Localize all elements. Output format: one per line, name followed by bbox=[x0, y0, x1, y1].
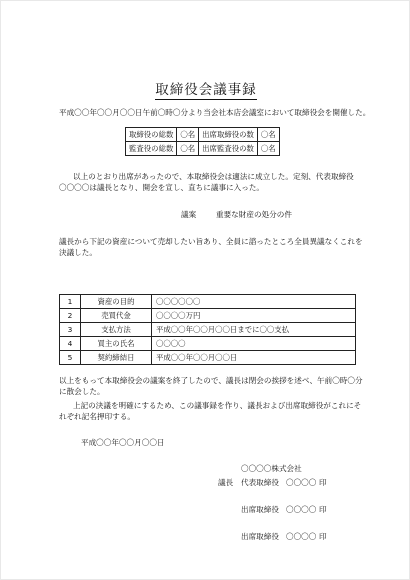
attendance-cell: 〇名 bbox=[257, 128, 279, 142]
table-row bbox=[60, 295, 356, 309]
item-label: 買主の氏名 bbox=[81, 337, 152, 351]
item-number: 4 bbox=[60, 337, 81, 351]
attendance-cell: 出席取締役の数 bbox=[199, 128, 258, 142]
signature-role: 出席取締役 bbox=[241, 505, 279, 514]
table-row bbox=[60, 309, 356, 323]
item-number: 3 bbox=[60, 323, 81, 337]
attendance-row-auditors bbox=[126, 142, 280, 156]
company-name: 〇〇〇〇株式会社 bbox=[241, 464, 302, 473]
record-line-1: 上記の決議を明確にするため、この議事録を作り、議長および出席取締役がこれにそ bbox=[73, 401, 362, 410]
record-line-2: れぞれ記名押印する。 bbox=[59, 412, 135, 421]
resolution-line-1: 議長から下記の資産について売却したい旨あり、全員に諮ったところ全員異議なくこれを bbox=[59, 237, 363, 246]
closing-line-1: 以上をもって本取締役会の議案を終了したので、議長は閉会の挨拶を述べ、午前〇時〇分 bbox=[59, 376, 363, 385]
item-label: 契約締結日 bbox=[81, 351, 152, 365]
item-value: 〇〇〇〇万円 bbox=[152, 309, 356, 323]
seal-mark: 印 bbox=[319, 532, 327, 541]
item-value: 〇〇〇〇 bbox=[152, 337, 356, 351]
quorum-line-2: 〇〇〇〇は議長となり、開会を宣し、直ちに議事に入った。 bbox=[59, 183, 265, 192]
table-row bbox=[60, 337, 356, 351]
attendance-row-directors bbox=[126, 128, 280, 142]
attendance-cell: 〇名 bbox=[177, 128, 199, 142]
asset-items-table bbox=[59, 294, 356, 365]
signature-prefix: 議長 bbox=[218, 478, 234, 487]
table-row bbox=[60, 323, 356, 337]
quorum-line-1: 以上のとおり出席があったので、本取締役会は適法に成立した。定刻、代表取締役 bbox=[73, 172, 354, 181]
signature-name: 〇〇〇〇 bbox=[286, 478, 317, 487]
item-label: 売買代金 bbox=[81, 309, 152, 323]
signature-name: 〇〇〇〇 bbox=[286, 505, 317, 514]
resolution-line-2: 決議した。 bbox=[59, 248, 97, 257]
attendance-cell: 出席監査役の数 bbox=[199, 142, 258, 156]
attendance-cell: 取締役の総数 bbox=[126, 128, 177, 142]
closing-line-2: に散会した。 bbox=[59, 387, 105, 396]
document-title: 取締役会議事録 bbox=[155, 82, 257, 98]
item-number: 1 bbox=[60, 295, 81, 309]
item-value: 平成〇〇年〇〇月〇〇日までに〇〇支払 bbox=[152, 323, 356, 337]
attendance-table bbox=[125, 127, 280, 156]
signature-name: 〇〇〇〇 bbox=[286, 532, 317, 541]
item-number: 2 bbox=[60, 309, 81, 323]
agenda-label: 議案 bbox=[181, 210, 197, 219]
item-label: 支払方法 bbox=[81, 323, 152, 337]
seal-mark: 印 bbox=[319, 478, 327, 487]
item-number: 5 bbox=[60, 351, 81, 365]
document-date: 平成〇〇年〇〇月〇〇日 bbox=[81, 438, 165, 447]
item-label: 資産の目的 bbox=[81, 295, 152, 309]
signature-role: 代表取締役 bbox=[241, 478, 279, 487]
item-value: 平成〇〇年〇〇月〇〇日 bbox=[152, 351, 356, 365]
attendance-cell: 監査役の総数 bbox=[126, 142, 177, 156]
item-value: 〇〇〇〇〇〇 bbox=[152, 295, 356, 309]
signature-role: 出席取締役 bbox=[241, 532, 279, 541]
agenda-title: 重要な財産の処分の件 bbox=[216, 210, 292, 219]
table-row bbox=[60, 351, 356, 365]
seal-mark: 印 bbox=[319, 505, 327, 514]
attendance-cell: 〇名 bbox=[257, 142, 279, 156]
attendance-cell: 〇名 bbox=[177, 142, 199, 156]
opening-paragraph: 平成〇〇年〇〇月〇〇日午前〇時〇分より当会社本店会議室において取締役会を開催した。 bbox=[59, 108, 371, 117]
